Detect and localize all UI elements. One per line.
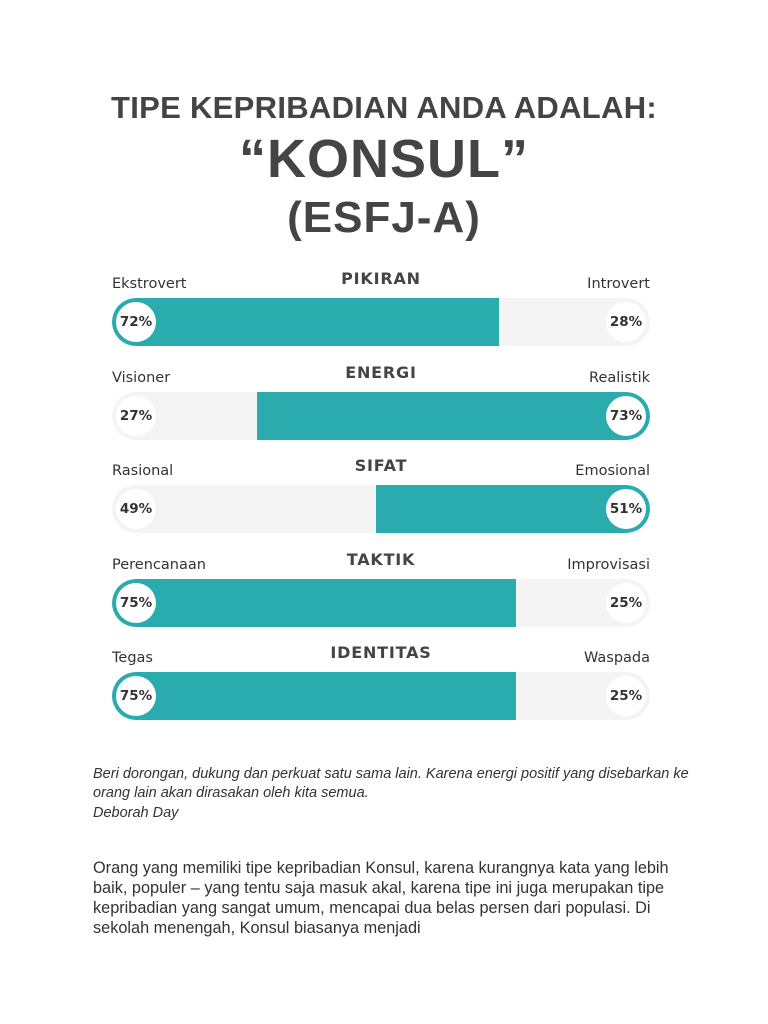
trait-left-label: Visioner bbox=[112, 370, 171, 386]
right-percentage: 51% bbox=[606, 489, 646, 529]
trait-bar-fill bbox=[112, 298, 499, 346]
right-percentage: 28% bbox=[606, 302, 646, 342]
trait-left-label: Ekstrovert bbox=[112, 276, 187, 292]
trait-bar-fill bbox=[112, 579, 516, 627]
trait-pikiran bbox=[112, 270, 650, 350]
trait-title: PIKIRAN bbox=[341, 269, 421, 288]
quote-text: Beri dorongan, dukung dan perkuat satu sama lain. Karena energi positif yang disebarkan ke orang lain akan dirasakan oleh kita semua. bbox=[93, 766, 689, 801]
trait-right-label: Emosional bbox=[575, 463, 650, 479]
trait-title: IDENTITAS bbox=[330, 643, 432, 662]
trait-title: ENERGI bbox=[345, 363, 417, 382]
trait-bar bbox=[112, 298, 650, 346]
trait-right-label: Improvisasi bbox=[567, 557, 650, 573]
trait-title: TAKTIK bbox=[346, 550, 416, 569]
trait-bar bbox=[112, 392, 650, 440]
trait-left-label: Rasional bbox=[112, 463, 174, 479]
left-percentage: 75% bbox=[116, 583, 156, 623]
left-percentage: 72% bbox=[116, 302, 156, 342]
trait-bar bbox=[112, 672, 650, 720]
title-line-1: TIPE KEPRIBADIAN ANDA ADALAH: bbox=[110, 90, 658, 125]
trait-title: SIFAT bbox=[354, 456, 408, 475]
personality-code: (ESFJ-A) bbox=[287, 193, 481, 242]
description-paragraph: Orang yang memiliki tipe kepribadian Konsul, karena kurangnya kata yang lebih baik, populer – yang tentu saja masuk akal, karena tipe ini juga merupakan tipe kepribadian yang sangat umum, mencapai dua belas persen dari populasi. Di sekolah menengah, Konsul biasanya menjadi bbox=[93, 859, 669, 937]
trait-bar bbox=[112, 485, 650, 533]
trait-sifat bbox=[112, 457, 650, 537]
trait-bar-fill bbox=[112, 672, 516, 720]
trait-left-label: Perencanaan bbox=[112, 557, 206, 573]
trait-bar bbox=[112, 579, 650, 627]
right-percentage: 25% bbox=[606, 676, 646, 716]
trait-taktik bbox=[112, 551, 650, 631]
trait-identitas bbox=[112, 644, 650, 724]
trait-right-label: Introvert bbox=[587, 276, 650, 292]
personality-name: “KONSUL” bbox=[239, 129, 529, 189]
right-percentage: 73% bbox=[606, 396, 646, 436]
trait-right-label: Realistik bbox=[589, 370, 650, 386]
trait-bar-fill bbox=[257, 392, 650, 440]
trait-energi bbox=[112, 364, 650, 444]
left-percentage: 49% bbox=[116, 489, 156, 529]
trait-right-label: Waspada bbox=[583, 650, 650, 666]
quote-author: Deborah Day bbox=[93, 805, 179, 821]
left-percentage: 75% bbox=[116, 676, 156, 716]
left-percentage: 27% bbox=[116, 396, 156, 436]
trait-left-label: Tegas bbox=[112, 650, 153, 666]
right-percentage: 25% bbox=[606, 583, 646, 623]
